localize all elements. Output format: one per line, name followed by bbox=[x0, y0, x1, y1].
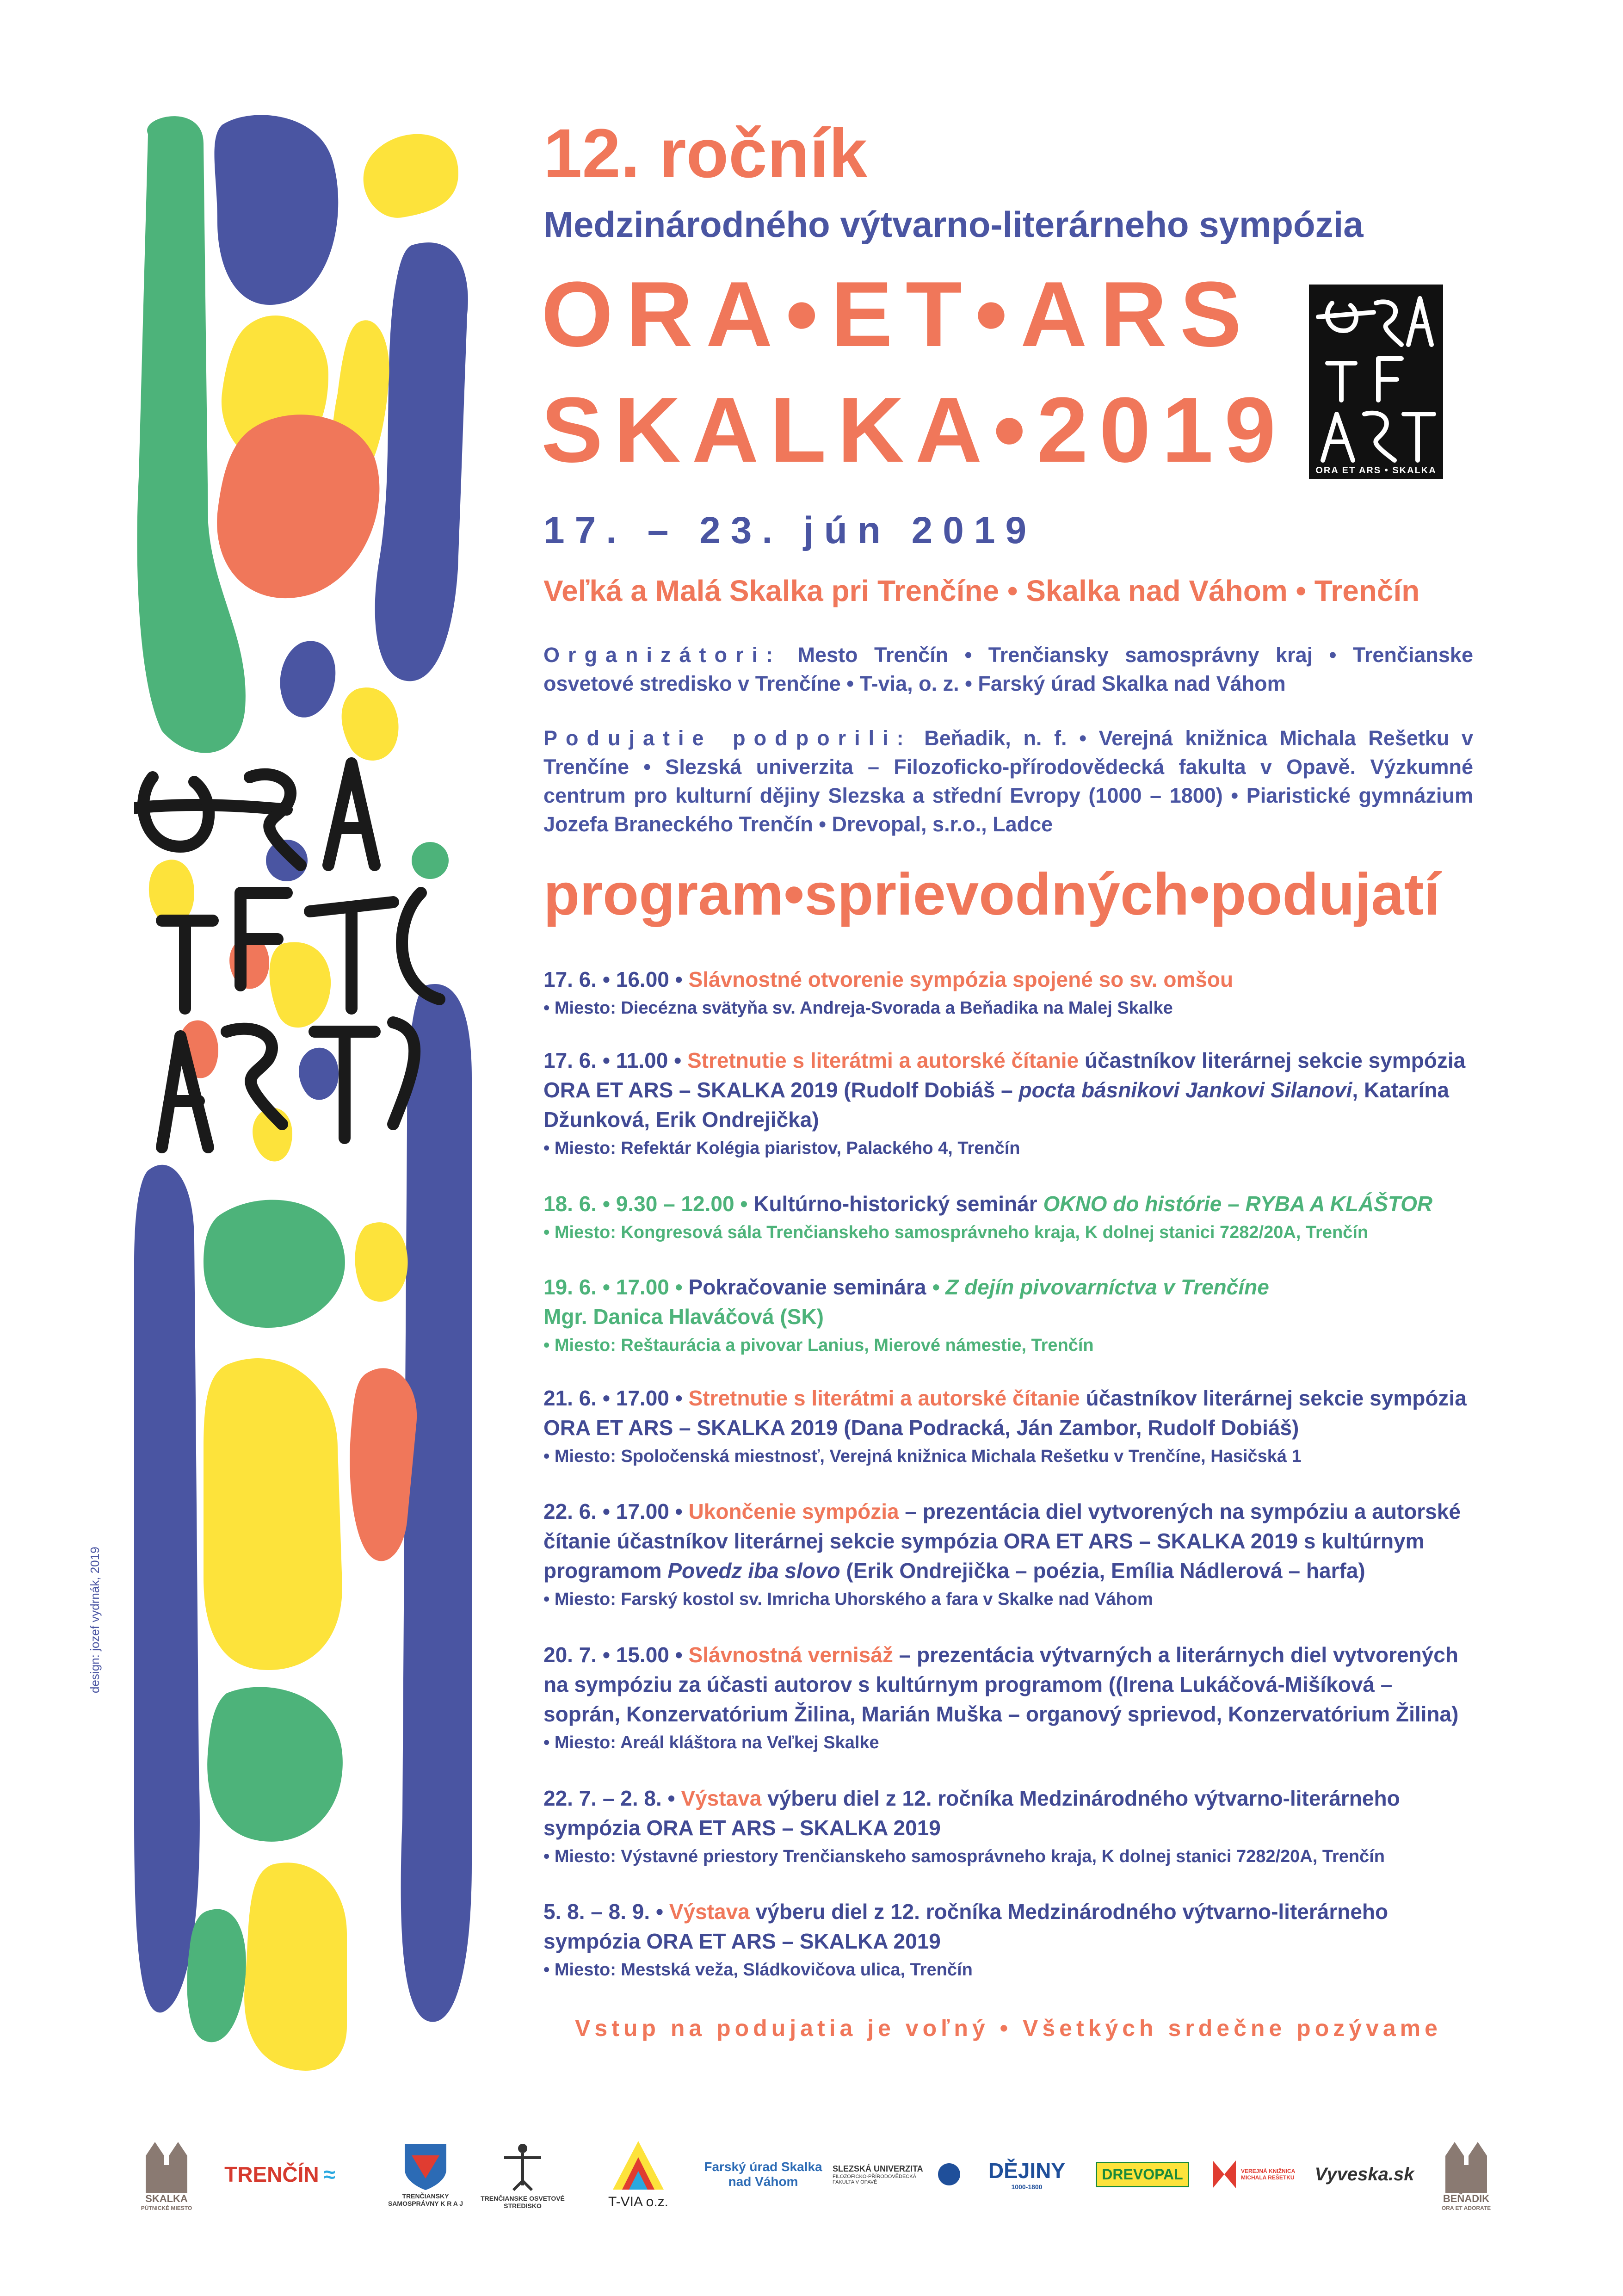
organizers-text: Mesto Trenčín • Trenčiansky samosprávny kraj • Trenčianske osvetové stredisko v Trenčíne • T-via, o. z. • Farský úrad Skalka nad Váhom bbox=[543, 643, 1473, 696]
event-description: – prezentácia výtvarných a literárnych diel vytvorených na sympóziu za účasti autorov s kultúrnym programom ((Irena Lukáčová-Mišíková – soprán, Konzervatórium Žilina, Marián Muška – organový sprievod, Konzervatórium Žilina) bbox=[543, 1643, 1459, 1726]
organizers-label: Organizátori: bbox=[543, 643, 782, 667]
ora-et-ars-logo bbox=[1309, 285, 1443, 479]
coat-of-arms-icon bbox=[402, 2141, 449, 2192]
ora-et-ars-logo-icon bbox=[1309, 285, 1443, 479]
logo-name: TRENČIANSKY SAMOSPRÁVNY K R A J bbox=[388, 2192, 463, 2207]
event-place: • Miesto: Mestská veža, Sládkovičova ulica, Trenčín bbox=[543, 1960, 973, 1980]
logo-caption: ORA ET ARS • SKALKA bbox=[1315, 465, 1437, 476]
event-date: 17. 6. • 11.00 • bbox=[543, 1048, 682, 1072]
event-description: účastníkov literárnej sekcie sympózia ORA ET ARS – SKALKA 2019 (Dana Podracká, Ján Zambor, Rudolf Dobiáš) bbox=[543, 1386, 1467, 1440]
event-date: 19. 6. • 17.00 • bbox=[543, 1275, 683, 1299]
event-date: 18. 6. • 9.30 – 12.00 • bbox=[543, 1192, 748, 1216]
title-line-1: ORA•ET•ARS bbox=[541, 263, 1255, 366]
triangle-icon bbox=[611, 2139, 666, 2194]
event-title: Stretnutie s literátmi a autorské čítanie bbox=[687, 1048, 1079, 1072]
logo-sub: ORA ET ADORATE bbox=[1441, 2205, 1491, 2211]
event-place: • Miesto: Refektár Kolégia piaristov, Palackého 4, Trenčín bbox=[543, 1139, 1020, 1158]
event-description: výberu diel z 12. ročníka Medzinárodného výtvarno-literárneho sympózia ORA ET ARS – SKALKA 2019 bbox=[543, 1900, 1388, 1953]
event-item bbox=[543, 1497, 1473, 1613]
logo-name: SLEZSKÁ UNIVERZITA bbox=[833, 2164, 923, 2173]
logo-name: TRENČIANSKE OSVETOVÉ STREDISKO bbox=[481, 2195, 565, 2209]
event-title: Kultúrno-historický seminár bbox=[753, 1192, 1037, 1216]
vyveska-logo: Vyveska.sk bbox=[1314, 2164, 1414, 2185]
program-title: program•sprievodných•podujatí bbox=[543, 861, 1440, 928]
event-item bbox=[543, 1383, 1473, 1470]
event-place: • Miesto: Reštaurácia a pivovar Lanius, Mierové námestie, Trenčín bbox=[543, 1336, 1094, 1355]
event-title: Slávnostné otvorenie sympózia spojené so sv. omšou bbox=[688, 967, 1234, 991]
kniznica-logo bbox=[1203, 2128, 1304, 2221]
event-dates: 17. – 23. jún 2019 bbox=[543, 509, 1037, 551]
logo-name: DREVOPAL bbox=[1096, 2162, 1189, 2187]
logo-sub: FILOZOFICKO-PŘÍRODOVĚDECKÁ FAKULTA V OPAVĚ bbox=[833, 2173, 916, 2185]
event-italic: Povedz iba slovo bbox=[667, 1559, 840, 1583]
event-date: 17. 6. • 16.00 • bbox=[543, 967, 683, 991]
event-date: 5. 8. – 8. 9. • bbox=[543, 1900, 664, 1924]
event-place: • Miesto: Farský kostol sv. Imricha Uhorského a fara v Skalke nad Váhom bbox=[543, 1590, 1153, 1609]
event-locations: Veľká a Malá Skalka pri Trenčíne • Skalka nad Váhom • Trenčín bbox=[543, 574, 1420, 607]
organizers-paragraph bbox=[543, 641, 1473, 698]
event-description-2: , Katarína Džunková, Erik Ondrejička) bbox=[543, 1078, 1450, 1132]
wave-icon: ≈ bbox=[323, 2162, 335, 2186]
event-date: 22. 6. • 17.00 • bbox=[543, 1499, 683, 1523]
event-item bbox=[543, 1189, 1473, 1246]
event-item bbox=[543, 1783, 1473, 1870]
event-italic: OKNO do histórie – RYBA A KLÁŠTOR bbox=[1043, 1192, 1433, 1216]
event-place: • Miesto: Areál kláštora na Veľkej Skalke bbox=[543, 1733, 879, 1752]
figure-icon bbox=[495, 2139, 550, 2195]
event-place: • Miesto: Výstavné priestory Trenčianskeho samosprávneho kraja, K dolnej stanici 7282/20A, Trenčín bbox=[543, 1847, 1385, 1866]
event-title: Stretnutie s literátmi a autorské čítanie bbox=[688, 1386, 1080, 1410]
tos-logo bbox=[476, 2128, 569, 2221]
event-place: • Miesto: Kongresová sála Trenčianskeho samosprávneho kraja, K dolnej stanici 7282/20A, Trenčín bbox=[543, 1223, 1369, 1242]
event-item bbox=[543, 1046, 1473, 1162]
supporters-text: Beňadik, n. f. • Verejná knižnica Michala Rešetku v Trenčíne • Slezská univerzita – Filozoficko-přírodovědecká fakulta v Opavě. Výzkumné centrum pro kulturní dějiny Slezska a střední Evropy (1000 – 1800) • Piaristické gymnázium Jozefa Braneckého Trenčín • Drevopal, s.r.o., Ladce bbox=[543, 726, 1473, 836]
tsk-logo bbox=[384, 2128, 467, 2221]
supporters-paragraph bbox=[543, 724, 1473, 839]
skalka-logo bbox=[125, 2128, 208, 2221]
title-line-2: SKALKA•2019 bbox=[541, 378, 1287, 482]
event-title: Slávnostná vernisáž bbox=[688, 1643, 893, 1667]
event-description-2: (Erik Ondrejička – poézia, Emília Nádlerová – harfa) bbox=[846, 1559, 1365, 1583]
farsky-urad-logo: Farský úrad Skalka nad Váhom bbox=[704, 2160, 822, 2189]
edition-heading: 12. ročník bbox=[543, 114, 868, 192]
logo-name: T-VIA o.z. bbox=[608, 2194, 669, 2209]
eagle-icon bbox=[936, 2158, 962, 2191]
event-place: • Miesto: Spoločenská miestnosť, Verejná knižnica Michala Rešetku v Trenčíne, Hasičská 1 bbox=[543, 1447, 1302, 1466]
event-item bbox=[543, 1640, 1473, 1757]
church-icon bbox=[1441, 2137, 1492, 2193]
decorative-art-column bbox=[134, 106, 490, 2077]
event-italic: • Z dejín pivovarníctva v Trenčíne bbox=[932, 1275, 1269, 1299]
logo-name: TRENČÍN bbox=[224, 2162, 319, 2186]
logo-name: BEŇADIK bbox=[1443, 2193, 1490, 2204]
event-title: Výstava bbox=[669, 1900, 750, 1924]
event-title: Ukončenie sympózia bbox=[688, 1499, 899, 1523]
dejiny-logo bbox=[971, 2128, 1082, 2221]
event-item bbox=[543, 1272, 1473, 1359]
event-item bbox=[543, 965, 1473, 1022]
logo-name: DĚJINY bbox=[988, 2159, 1066, 2183]
event-title: Pokračovanie seminára bbox=[688, 1275, 926, 1299]
event-description: výberu diel z 12. ročníka Medzinárodného výtvarno-literárneho sympózia ORA ET ARS – SKALKA 2019 bbox=[543, 1786, 1400, 1840]
event-place: • Miesto: Diecézna svätyňa sv. Andreja-Svorada a Beňadika na Malej Skalke bbox=[543, 998, 1173, 1018]
event-speaker: Mgr. Danica Hlaváčová (SK) bbox=[543, 1305, 824, 1329]
logo-sub: PÚTNICKÉ MIESTO bbox=[141, 2205, 192, 2211]
event-date: 20. 7. • 15.00 • bbox=[543, 1643, 683, 1667]
logo-name: SKALKA bbox=[145, 2193, 188, 2204]
event-title: Výstava bbox=[681, 1786, 762, 1810]
church-icon bbox=[141, 2137, 192, 2193]
footer-invitation: Vstup na podujatia je voľný • Všetkých srdečne pozývame bbox=[575, 2015, 1442, 2041]
logo-name: VEREJNÁ KNIŽNICA MICHALA REŠETKU bbox=[1241, 2168, 1295, 2181]
slezska-univerzita-logo bbox=[833, 2128, 962, 2221]
logo-sub: 1000-1800 bbox=[1011, 2183, 1043, 2191]
trencin-logo bbox=[213, 2128, 347, 2221]
benadik-logo bbox=[1425, 2128, 1508, 2221]
supporters-label: Podujatie podporili: bbox=[543, 726, 912, 750]
event-description: – prezentácia diel vytvorených na sympóziu a autorské čítanie účastníkov literárnej sekcie sympózia ORA ET ARS – SKALKA 2019 s kultúrnym programom bbox=[543, 1499, 1461, 1583]
library-icon bbox=[1210, 2158, 1238, 2191]
subtitle: Medzinárodného výtvarno-literárneho sympózia bbox=[543, 204, 1364, 245]
event-italic: pocta básnikovi Jankovi Silanovi bbox=[1018, 1078, 1352, 1102]
event-item bbox=[543, 1897, 1473, 1984]
tvia-logo bbox=[592, 2128, 685, 2221]
event-date: 22. 7. – 2. 8. • bbox=[543, 1786, 675, 1810]
drevopal-logo bbox=[1092, 2128, 1193, 2221]
event-date: 21. 6. • 17.00 • bbox=[543, 1386, 683, 1410]
event-description: účastníkov literárnej sekcie sympózia ORA ET ARS – SKALKA 2019 (Rudolf Dobiáš – bbox=[543, 1048, 1466, 1102]
design-credit: design: jozef vydrnák, 2019 bbox=[88, 1547, 102, 1693]
